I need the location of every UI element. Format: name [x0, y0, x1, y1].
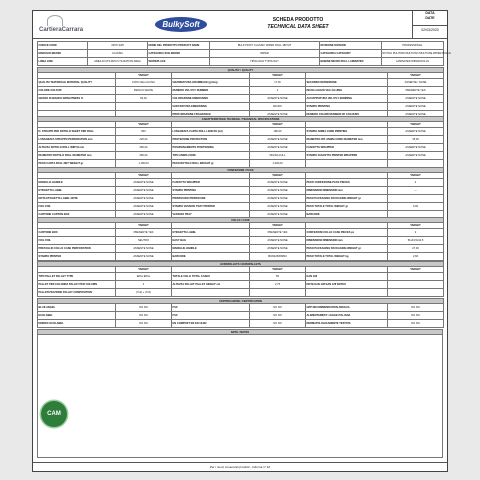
- table-cell: COLORAZIONE EMBOSSING: [172, 95, 250, 103]
- table-cell: GPP RECOMMENDATION ADEGUA: [306, 304, 388, 312]
- table-cell: TIPO ANIMA CORE: [172, 152, 250, 160]
- table-row: [38, 128, 444, 136]
- table-cell: TARGET: [388, 122, 444, 128]
- table-cell: EN COMPOST EN EN 13432: [172, 320, 250, 328]
- certification-table: [37, 298, 444, 328]
- table-cell: N. STRAPPI PER ROTOLO SHEET PER ROLL: [38, 128, 116, 136]
- table-cell: 1.230,00: [250, 160, 306, 168]
- table-cell: [250, 289, 306, 297]
- table-cell: ASSENTE NONE: [116, 187, 172, 195]
- table-row: [38, 312, 444, 320]
- table-cell: TARGET: [250, 122, 306, 128]
- table-cell: STAMPA PRINTING: [306, 103, 388, 111]
- case-table: [37, 217, 444, 261]
- table-cell: TARGET: [388, 267, 444, 273]
- pallet-table: [37, 261, 444, 297]
- table-cell: DIMENSIONI DIMENSION mm: [306, 237, 388, 245]
- table-cell: CONFEZIONI COLLO CASE PIECES pz: [306, 229, 388, 237]
- table-cell: PESO ROTOLO ROLL WEIGHT gr: [172, 160, 250, 168]
- table-cell: ASSENTE NONE: [250, 203, 306, 211]
- table-cell: ASSENTE NONE: [250, 136, 306, 144]
- bulkysoft-logo: BulkySoft: [155, 17, 207, 32]
- table-row: [38, 320, 444, 328]
- table-cell: NO NO: [388, 312, 444, 320]
- notes-body: [38, 335, 443, 458]
- table-cell: PRESENTE YES: [388, 87, 444, 95]
- table-cell: WIPER: [210, 50, 320, 58]
- table-cell: 82,00: [116, 95, 172, 103]
- table-cell: INCOLLAGGIO VELI GLUING: [306, 87, 388, 95]
- table-cell: ---: [388, 187, 444, 195]
- table-cell: BARCODE: [172, 253, 250, 261]
- table-cell: NOTA ETICHETTA LABEL NOTE: [38, 195, 116, 203]
- table-cell: LINEA LINE: [38, 58, 88, 66]
- table-cell: MARCHIO BRAND: [38, 50, 88, 58]
- table-row: [38, 42, 444, 50]
- table-cell: ASSENTE NONE: [250, 179, 306, 187]
- table-cell: GRADO DI BIANCO BRIGHTNESS %: [38, 95, 116, 103]
- table-cell: 51x43,5x42,5: [388, 237, 444, 245]
- table-cell: FOIL FOIL: [38, 203, 116, 211]
- table-cell: ECOLABEL: [38, 312, 116, 320]
- table-cell: ASSENTE NONE: [388, 144, 444, 152]
- table-cell: STAMPA PRINTED: [38, 253, 116, 261]
- table-cell: NUMERO COLORI NUMBER OF COLOURS: [306, 111, 388, 119]
- table-row: [38, 103, 444, 111]
- table-cell: ALTEZZA ROTOLO ROLL WIDTH mm: [38, 144, 116, 152]
- table-cell: NO NO: [388, 304, 444, 312]
- sheet-title: SCHEDA PRODOTTO TECHNICAL DATA SHEET: [267, 17, 329, 30]
- table-cell: FOIL FOIL: [38, 237, 116, 245]
- table-cell: PRESENTE YES: [116, 229, 172, 237]
- table-cell: [388, 281, 444, 289]
- table-cell: DIAMETRO INT. ANIMA CORE DIAMETER mm: [306, 136, 388, 144]
- table-cell: EASY BAG: [172, 237, 250, 245]
- table-cell: PEZZI CONFEZIONE PACK PIECES: [306, 179, 388, 187]
- table-cell: PALLETIZZAZIONE PALLET COMPOSITION: [38, 289, 116, 297]
- table-cell: (7x4) + (7x4): [116, 289, 172, 297]
- table-cell: ASSENTE NONE: [116, 203, 172, 211]
- table-cell: FASCETTA WRAPPER: [306, 144, 388, 152]
- table-cell: BULKYSOFT CLASSIC WIPER ROLL 180 MT: [210, 42, 320, 50]
- table-cell: BLUE ANGEL: [38, 304, 116, 312]
- quality-table: [37, 67, 444, 119]
- table-cell: TARGET: [388, 223, 444, 229]
- table-cell: NUMERO VELI PLY NUMBER: [172, 87, 250, 95]
- table-cell: ASSENTE NONE: [388, 111, 444, 119]
- table-cell: ROTOLI PULITORI MULTIUSO MULTIUSE WIPER ROLLS: [382, 50, 444, 58]
- table-cell: ASSENTE NONE: [250, 211, 306, 219]
- table-cell: MANIGLIE HANDLE: [172, 245, 250, 253]
- table-cell: 1.190,00: [116, 160, 172, 168]
- table-row: [38, 58, 444, 66]
- table-cell: ASSENTE NONE: [388, 152, 444, 160]
- table-cell: 100% CELLULOSA: [116, 79, 172, 87]
- table-row: [38, 95, 444, 103]
- table-row: [38, 187, 444, 195]
- table-row: [38, 304, 444, 312]
- datasheet-page: [32, 10, 451, 472]
- date-value: 02/03/2020: [413, 25, 447, 34]
- table-cell: TIPOLOGIA TYPOLOGY: [210, 58, 320, 66]
- table-cell: BIANCO WHITE: [116, 87, 172, 95]
- table-cell: NO NO: [388, 320, 444, 328]
- table-row: [38, 87, 444, 95]
- table-cell: GRAMMATURA GRAMMAGE (gr/mq): [172, 79, 250, 87]
- table-cell: TARGET: [388, 173, 444, 179]
- table-cell: PESO CARTA ROLL NET WEIGHT gr: [38, 160, 116, 168]
- table-row: [38, 289, 444, 297]
- table-cell: FSC: [172, 312, 250, 320]
- table-cell: [306, 289, 388, 297]
- table-cell: PROTEZIONE PROTECTION: [172, 136, 250, 144]
- table-cell: RIGIDA FULL: [250, 152, 306, 160]
- table-cell: 27,00: [388, 245, 444, 253]
- table-row: [38, 245, 444, 253]
- table-cell: CARTONE CARTON BOX: [38, 211, 116, 219]
- table-cell: [116, 103, 172, 111]
- table-cell: CARATTERISTICHE TECNICHE / TECHNICAL SPECIFICATIONS: [38, 117, 444, 122]
- table-cell: PROFESSIONAL: [382, 42, 444, 50]
- table-cell: 250,00: [116, 144, 172, 152]
- table-cell: TARGET: [388, 73, 444, 79]
- table-cell: ACCOPPIATURA VELI PLY BONDING: [306, 95, 388, 103]
- table-cell: 2: [388, 229, 444, 237]
- cartiera-carrara-logo: CartieraCarrara: [39, 15, 79, 35]
- table-cell: NO NO: [116, 304, 172, 312]
- table-cell: EPAL EPAL: [116, 273, 172, 281]
- table-cell: TARGET: [116, 173, 172, 179]
- table-cell: NO NO: [250, 320, 306, 328]
- table-cell: ASSENTE NONE: [250, 195, 306, 203]
- table-row: [38, 273, 444, 281]
- table-cell: DIAMETRO ROTOLO ROLL DIAMETER mm: [38, 152, 116, 160]
- table-cell: ETICHETTA LABEL: [172, 229, 250, 237]
- table-cell: WORKPLACE: [148, 58, 210, 66]
- table-cell: ETICHETTA LABEL: [38, 187, 116, 195]
- date-box: DATA DATE 02/03/2020: [412, 11, 447, 38]
- table-cell: 800: [116, 128, 172, 136]
- table-cell: NO NO: [116, 320, 172, 328]
- table-cell: 45,00: [388, 136, 444, 144]
- table-cell: CODICE CODE: [38, 42, 88, 50]
- table-cell: 180,00: [250, 128, 306, 136]
- table-cell: FSC: [172, 304, 250, 312]
- table-cell: NOTE EAN 128 EAN 128 NOTES: [306, 281, 388, 289]
- table-cell: QUALITA' MATERIALE MATERIAL QUALITY: [38, 79, 116, 87]
- table-row: [38, 179, 444, 187]
- table-cell: STAMPA PRINTING: [172, 187, 250, 195]
- table-cell: 2: [116, 281, 172, 289]
- table-cell: TARGET: [250, 73, 306, 79]
- table-cell: 17,00: [250, 79, 306, 87]
- table-cell: VASSOIO TRAY: [172, 211, 250, 219]
- table-row: [38, 50, 444, 58]
- table-cell: CERTIFICAZIONI / CERTIFICATION: [38, 299, 444, 304]
- table-cell: DIMENSIONI DIMENSION mm: [306, 187, 388, 195]
- table-cell: STAMPA ANIMA CORE PRINTING: [306, 128, 388, 136]
- table-cell: NO NO: [250, 312, 306, 320]
- table-cell: 8033426006816: [250, 253, 306, 261]
- table-cell: STAMPA FASCETTA PRINTED WRAPPER: [306, 152, 388, 160]
- product-info-table: [37, 41, 451, 66]
- table-cell: STAMPA VASSOIO TRAY PRINTED: [172, 203, 250, 211]
- table-cell: LAMINATED WIPER ROLLS: [382, 58, 444, 66]
- table-cell: PESO PACKAGING PACKAGING WEIGHT gr: [306, 245, 388, 253]
- table-cell: TIPO PALLET PALLET TYPE: [38, 273, 116, 281]
- table-cell: ASSENTE NONE: [116, 195, 172, 203]
- table-cell: TARGET: [250, 173, 306, 179]
- table-cell: ALTEZZA PALLET PALLET HEIGHT cm: [172, 281, 250, 289]
- table-cell: NORDIC ECOLABEL: [38, 320, 116, 328]
- table-row: [38, 79, 444, 87]
- table-cell: COLORE COLOUR: [38, 87, 116, 95]
- table-cell: ASSENTE NONE: [388, 103, 444, 111]
- table-cell: CARTONE BOX: [38, 229, 116, 237]
- table-cell: CONFEZIONE / PACK: [38, 168, 444, 173]
- table-row: [38, 229, 444, 237]
- table-row: [38, 136, 444, 144]
- table-cell: MICRO: [250, 103, 306, 111]
- table-cell: ASSENTE NONE: [250, 187, 306, 195]
- table-cell: CATEGORIA CATEGORY: [320, 50, 382, 58]
- table-cell: PRESENTE YES: [250, 229, 306, 237]
- table-cell: 2: [388, 179, 444, 187]
- cam-badge: CAM: [41, 401, 67, 427]
- table-row: [38, 237, 444, 245]
- table-cell: 0,00: [388, 203, 444, 211]
- table-cell: CATEGORIA SUB BRAND: [148, 50, 210, 58]
- cartiera-arc-icon: [47, 15, 63, 26]
- table-cell: ASSENTE NONE: [388, 95, 444, 103]
- table-cell: GOFFRATURA EMBOSSING: [172, 103, 250, 111]
- table-cell: ASSENTE NONE: [250, 111, 306, 119]
- table-cell: EUROPALLETS / EUROPALLETS: [38, 262, 444, 267]
- table-cell: TARGET: [116, 223, 172, 229]
- table-cell: ALIMENTARIETA' LEGGE ITALIANA: [306, 312, 388, 320]
- table-cell: [388, 289, 444, 297]
- table-cell: LUNGHEZZA CARTA ROLL LENGTH (mt): [172, 128, 250, 136]
- table-cell: NEUTRO: [116, 237, 172, 245]
- table-cell: 55: [250, 273, 306, 281]
- table-cell: QUALITA' / QUALITY: [38, 68, 444, 73]
- table-cell: FASCETTA WRAPPER: [172, 179, 250, 187]
- notes-title: NOTE / NOTES: [38, 330, 443, 335]
- table-cell: MANIGLIA HANDLE: [38, 179, 116, 187]
- table-cell: BOBINE MICRO ROLL LAMINATED: [320, 58, 382, 66]
- table-cell: LUNGHEZZA STRAPPO PERFORATION mm: [38, 136, 116, 144]
- table-cell: PRINTGUIDO PRINTGUIDE: [172, 195, 250, 203]
- table-cell: COLLO / CASE: [38, 218, 444, 223]
- table-row: [38, 253, 444, 261]
- tech-spec-table: [37, 116, 444, 168]
- pack-table: [37, 167, 444, 219]
- table-row: [38, 195, 444, 203]
- table-row: [38, 144, 444, 152]
- table-row: [38, 203, 444, 211]
- table-cell: 2: [250, 87, 306, 95]
- table-cell: ASSENTE NONE: [250, 245, 306, 253]
- table-cell: 2,66: [388, 253, 444, 261]
- table-cell: ASSENTE NONE: [116, 211, 172, 219]
- table-cell: PALLET PER COLONNA PALLET PER COLUMN: [38, 281, 116, 289]
- table-cell: ASSENTE NONE: [388, 128, 444, 136]
- table-cell: ASSENTE NONE: [116, 179, 172, 187]
- table-cell: NOME DEL PRODOTTO PRODUCT NAME: [148, 42, 210, 50]
- table-row: [38, 152, 444, 160]
- table-cell: [388, 195, 444, 203]
- table-cell: AREA DI UTILIZZO UTILIZATION AREA: [88, 58, 148, 66]
- table-cell: PROFUMAZIONE FRAGRANCE: [172, 111, 250, 119]
- table-cell: NO NO: [250, 304, 306, 312]
- sheet-footer: Per i nuovi conservati prodotti - Informa n° 10: [33, 462, 447, 471]
- table-cell: TARGET: [250, 267, 306, 273]
- table-cell: CLASSIC: [88, 50, 148, 58]
- table-cell: PRETAGLIO COLLO CASE PERFORATION: [38, 245, 116, 253]
- table-cell: 15977.E05: [88, 42, 148, 50]
- table-cell: [388, 273, 444, 281]
- table-cell: PESO TOTALE TOTAL WEIGHT kg: [306, 253, 388, 261]
- table-row: [38, 281, 444, 289]
- table-cell: TARGET: [116, 267, 172, 273]
- table-cell: PESO TOTALE TOTAL WEIGHT gr: [306, 203, 388, 211]
- table-cell: ASSENTE NONE: [250, 144, 306, 152]
- table-cell: TARGET: [116, 122, 172, 128]
- table-cell: TOTALE COLLI TOTAL CASES: [172, 273, 250, 281]
- table-cell: ASSENTE NONE: [250, 95, 306, 103]
- table-cell: BARCODE: [306, 211, 388, 219]
- notes-table: [37, 329, 443, 458]
- table-cell: ASSENTE NONE: [116, 245, 172, 253]
- table-cell: [38, 103, 116, 111]
- table-cell: EAN 128: [306, 273, 388, 281]
- table-cell: 225,00: [116, 136, 172, 144]
- table-cell: DERMATOLOGICAMENTE TESTATA: [306, 320, 388, 328]
- table-cell: DIVISIONE DIVISION: [320, 42, 382, 50]
- table-cell: ASSENTE NONE: [250, 237, 306, 245]
- table-cell: 250,00: [116, 152, 172, 160]
- table-cell: 2,75: [250, 281, 306, 289]
- table-cell: ASSENTE NONE: [116, 253, 172, 261]
- table-cell: POSIZIONAMENTO POSITIONING: [172, 144, 250, 152]
- sheet-header: [33, 11, 447, 39]
- table-cell: TARGET: [250, 223, 306, 229]
- table-cell: [172, 289, 250, 297]
- table-cell: SECONDO DEFINIZIONE: [306, 79, 388, 87]
- table-cell: NO NO: [116, 312, 172, 320]
- table-cell: ASSENTE / NONE: [388, 79, 444, 87]
- table-cell: PESO PACKAGING PACKAGING WEIGHT gr: [306, 195, 388, 203]
- table-cell: TARGET: [116, 73, 172, 79]
